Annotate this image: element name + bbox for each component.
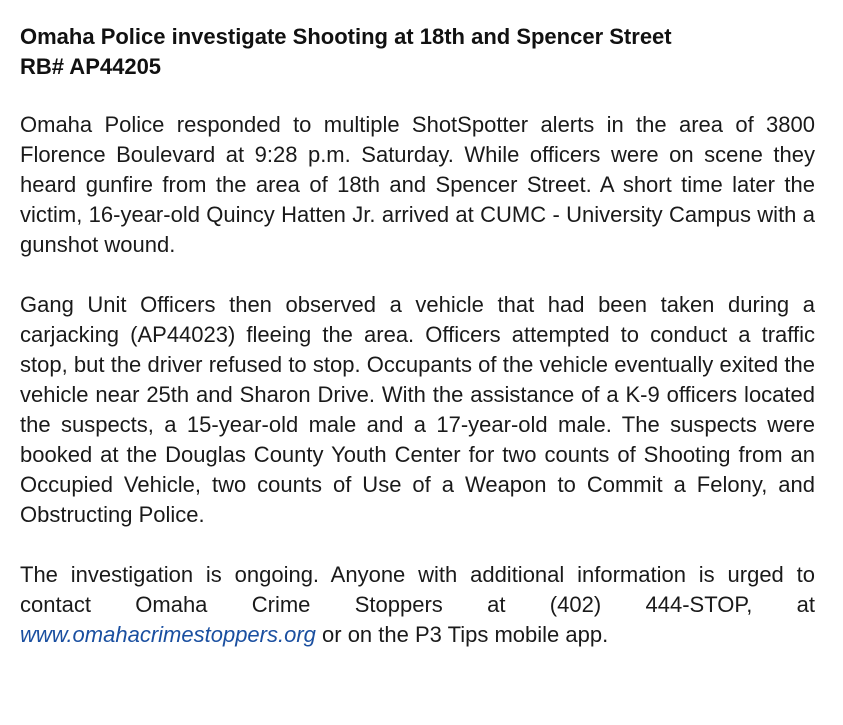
headline-block: [20, 22, 815, 82]
paragraph-contact-lead: The investigation is ongoing. Anyone with additional information is urged to contact Omaha Crime Stoppers at (402) 444-STOP, at: [20, 562, 815, 617]
crime-stoppers-link[interactable]: www.omahacrimestoppers.org: [20, 622, 316, 647]
paragraph-contact: [20, 560, 815, 650]
headline-title: Omaha Police investigate Shooting at 18th and Spencer Street: [20, 24, 672, 49]
article-body: [20, 110, 815, 650]
paragraph-incident: Omaha Police responded to multiple ShotSpotter alerts in the area of 3800 Florence Boulevard at 9:28 p.m. Saturday. While officers were on scene they heard gunfire from the area of 18th and Spencer Street. A short time later the victim, 16-year-old Quincy Hatten Jr. arrived at CUMC - University Campus with a gunshot wound.: [20, 112, 815, 257]
rb-number: RB# AP44205: [20, 54, 162, 79]
paragraph-arrest: Gang Unit Officers then observed a vehicle that had been taken during a carjacking (AP44023) fleeing the area. Officers attempted to conduct a traffic stop, but the driver refused to stop. Occupants of the vehicle eventually exited the vehicle near 25th and Sharon Drive. With the assistance of a K-9 officers located the suspects, a 15-year-old male and a 17-year-old male. The suspects were booked at the Douglas County Youth Center for two counts of Shooting from an Occupied Vehicle, two counts of Use of a Weapon to Commit a Felony, and Obstructing Police.: [20, 292, 815, 527]
paragraph-contact-tail: or on the P3 Tips mobile app.: [315, 622, 609, 647]
